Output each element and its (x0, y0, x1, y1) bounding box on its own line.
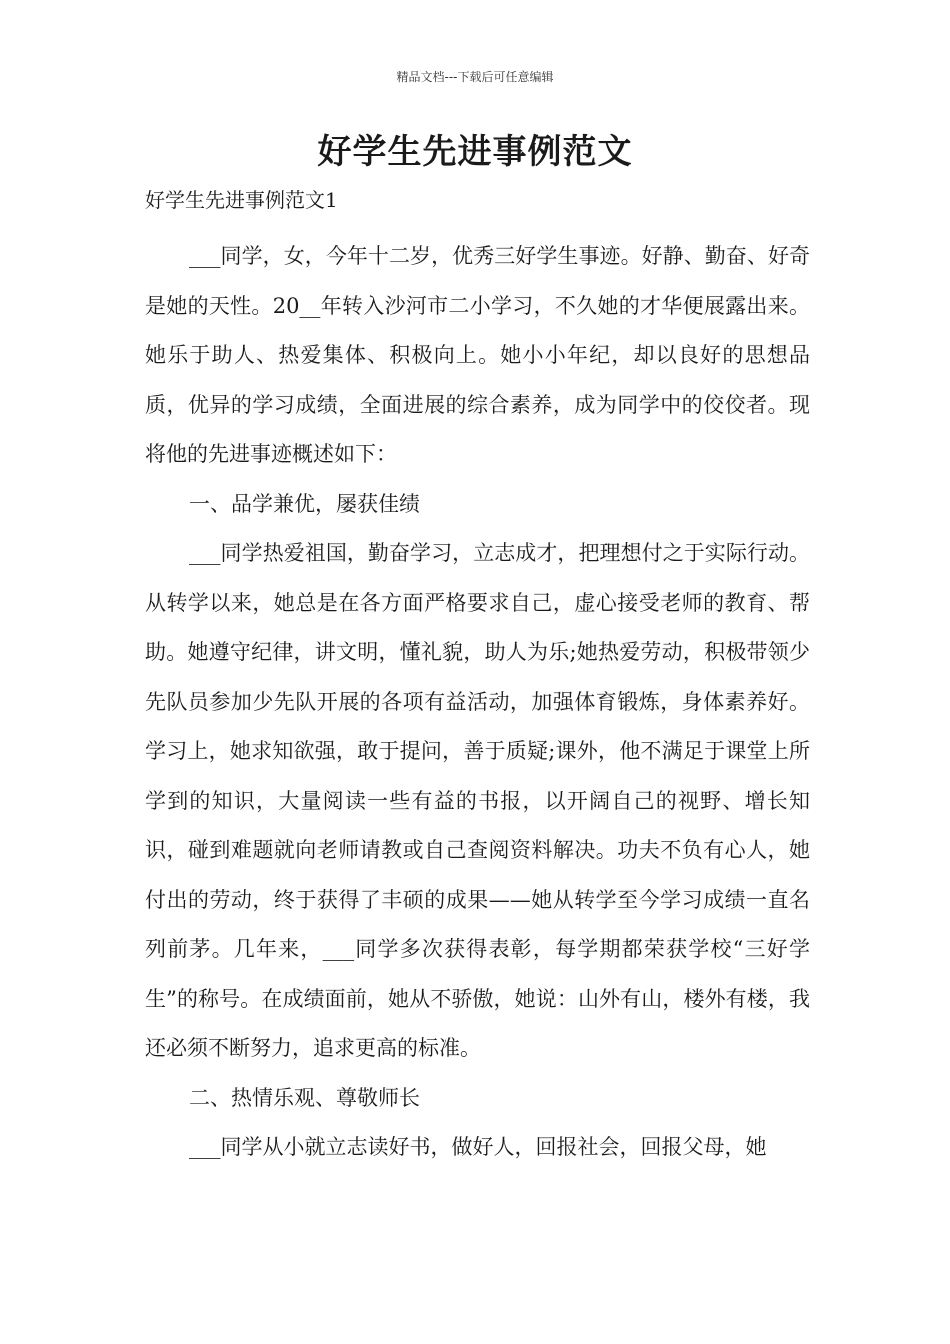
section-heading-2: 二、热情乐观、尊敬师长 (189, 1085, 420, 1110)
page-header: 精品文档---下载后可任意编辑 (396, 70, 554, 84)
paragraph-intro: ___同学，女，今年十二岁，优秀三好学生事迹。好静、勤奋、好奇是她的天性。20__年转入沙河市二小学习，不久她的才华便展露出来。她乐于助人、热爱集体、积极向上。她小小年纪，却以良好的思想品质，优异的学习成绩，全面进展的综合素养，成为同学中的佼佼者。现将他的先进事迹概述如下： (145, 244, 810, 466)
document-subtitle: 好学生先进事例范文1 (145, 188, 338, 212)
document-title: 好学生先进事例范文 (317, 132, 633, 172)
paragraph-section-2: ___同学从小就立志读好书，做好人，回报社会，回报父母，她 (189, 1135, 767, 1159)
section-heading-1: 一、品学兼优，屡获佳绩 (189, 491, 420, 516)
document-body (145, 182, 810, 1173)
paragraph-section-1: ___同学热爱祖国，勤奋学习，立志成才，把理想付之于实际行动。从转学以来，她总是在各方面严格要求自己，虚心接受老师的教育、帮助。她遵守纪律，讲文明，懂礼貌，助人为乐;她热爱劳动，积极带领少先队员参加少先队开展的各项有益活动，加强体育锻炼，身体素养好。学习上，她求知欲强，敢于提问，善于质疑;课外，他不满足于课堂上所学到的知识，大量阅读一些有益的书报，以开阔自己的视野、增长知识，碰到难题就向老师请教或自己查阅资料解决。功夫不负有心人，她付出的劳动，终于获得了丰硕的成果——她从转学至今学习成绩一直名列前茅。几年来，___同学多次获得表彰，每学期都荣获学校“三好学生”的称号。在成绩面前，她从不骄傲，她说：山外有山，楼外有楼，我还必须不断努力，追求更高的标准。 (145, 541, 810, 1060)
